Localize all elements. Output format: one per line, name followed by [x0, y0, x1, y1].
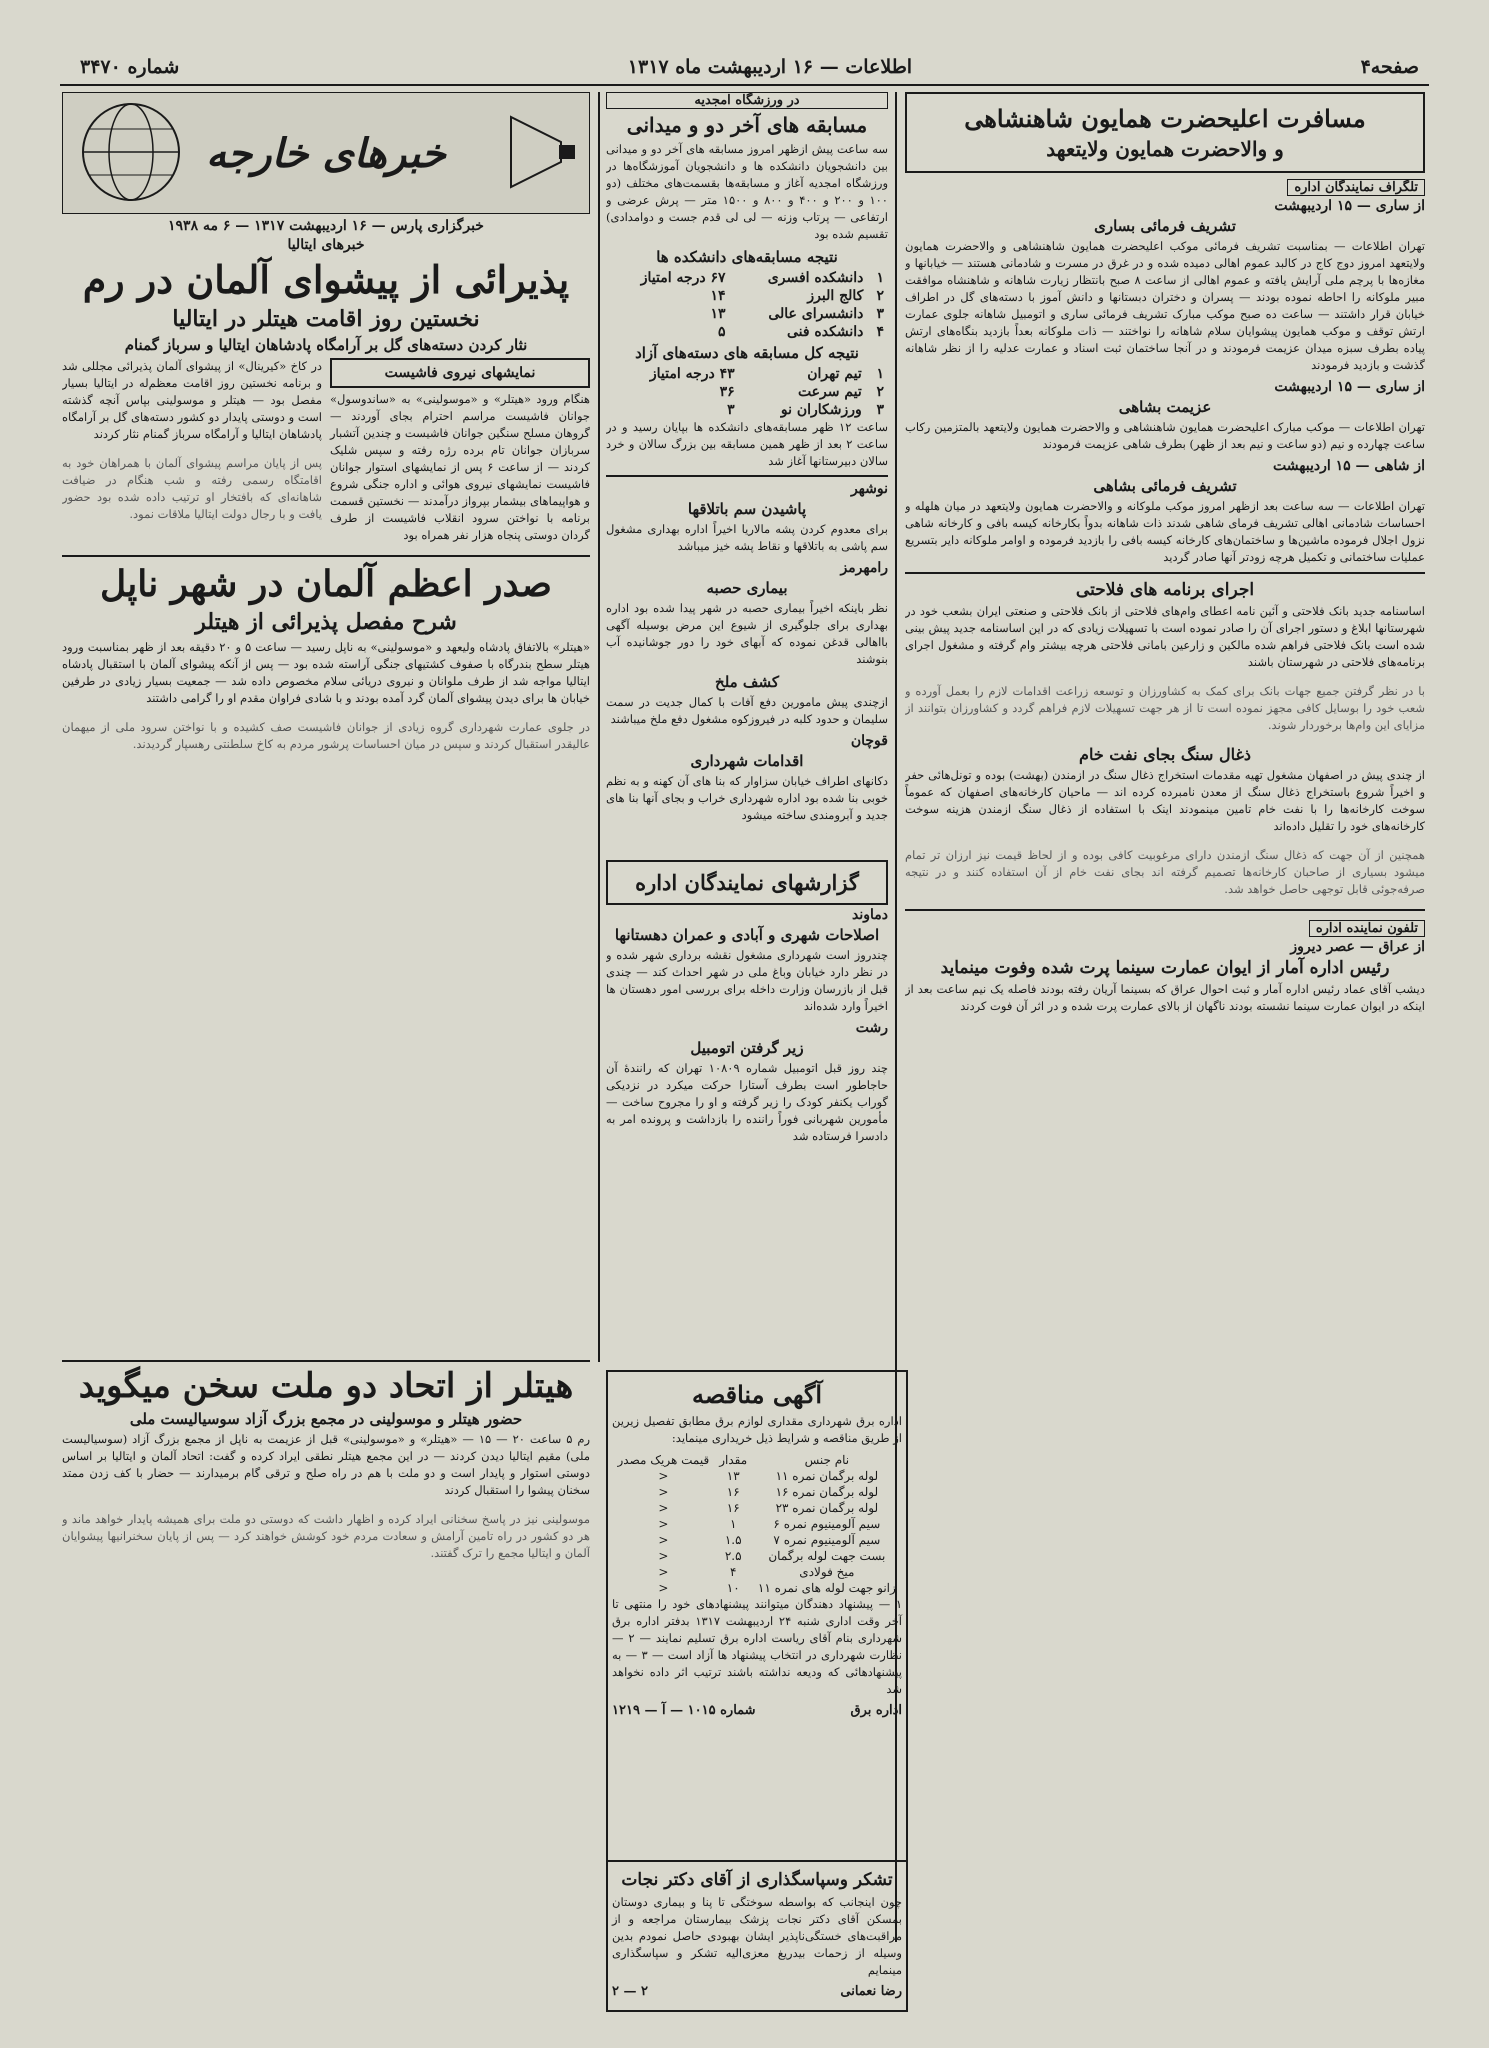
- dateline-3: از شاهی — ۱۵ اردیبهشت: [1273, 458, 1425, 474]
- dateline-2: از ساری — ۱۵ اردیبهشت: [1274, 379, 1425, 395]
- locust-body: ازچندی پیش مامورین دفع آفات با کمال جدیت در سمت سلیمان و حدود کلبه در فیروزکوه مشغول دفع ملخ میباشند: [606, 695, 888, 726]
- naples-body: «هیتلر» بالاتفاق پادشاه ولیعهد و «موسولینی» به ناپل رسید — ساعت ۵ و ۲۰ دقیقه بعد از ظهر بمناسبت ورود هیتلر سطح بندرگاه با صفوف کشتیهای جنگی آراسته شده بود — پس از آنکه پیشوای آلمان با استقبال پادشاه ایتالیا مواجه شد از طرف ملوانان و نیروی دریائی سلام مخصوص داده شد — جمعیت بسیار زیادی در طرفین خیابان ها برای دیدن پیشوای آلمان گرد آمده بودند و با شادی فراوان مقدم او را گرامی داشتند: [62, 640, 590, 705]
- section-title-1: تشریف فرمائی بساری: [1094, 217, 1236, 235]
- damavand-title: اصلاحات شهری و آبادی و عمران دهستانها: [614, 926, 880, 944]
- tender-col-qty: مقدار: [719, 1453, 748, 1467]
- phone-label: تلفون نماینده اداره: [1309, 920, 1425, 937]
- tender-name: لوله برگمان نمره ۱۱: [775, 1469, 879, 1483]
- tender-terms: ۱ — پیشنهاد دهندگان میتوانند پیشنهادهای خود را منتهی تا آخر وقت اداری شنبه ۲۴ اردیبهشت ۱۳۱۷ بدفتر اداره برق شهرداری بنام آقای ریاست اداره برق تسلیم نمایند — ۲ — نظارت شهرداری در انتخاب پیشنهاد ها آزاد است — ۳ — به پیشنهادهائی که ودیعه نداشته باشند ترتیب اثر داده نخواهد شد: [612, 1597, 902, 1696]
- royal-travel-box: [905, 92, 1425, 173]
- tender-price: <: [658, 1565, 669, 1579]
- sports-tag: در ورزشگاه امجدیه: [606, 92, 888, 109]
- section-title-3: تشریف فرمائی بشاهی: [1093, 477, 1237, 495]
- telegram-label: تلگراف نمایندگان اداره: [1287, 179, 1425, 196]
- date-line: اطلاعات — ۱۶ اردیبهشت ماه ۱۳۱۷: [627, 56, 913, 78]
- article-body-6: دیشب آقای عماد رئیس اداره آمار و ثبت احوال عراق که بسینما آریان رفته بودند فاصله یک نیم ساعت بعد از اینکه در ایوان عمارت سینما نشسته بودند ناگهان از بالای عمارت پرت شده و در اثر آن فوت کردند: [905, 982, 1425, 1013]
- naples-subhead: شرح مفصل پذیرائی از هیتلر: [195, 609, 457, 635]
- tender-qty: ۱۳: [726, 1469, 740, 1483]
- tender-row: [612, 1548, 902, 1564]
- foreign-news-banner: [62, 92, 590, 214]
- tender-ad: [606, 1370, 908, 1862]
- tender-qty: ۱: [729, 1517, 737, 1531]
- tender-name: زانو جهت لوله های نمره ۱۱: [757, 1581, 896, 1595]
- tender-name: لوله برگمان نمره ۱۶: [775, 1485, 879, 1499]
- ramhormoz-tag: رامهرمز: [840, 560, 888, 576]
- fascist-box-title: نمایشهای نیروی فاشیست: [384, 365, 536, 381]
- result-rank: ۳: [876, 306, 884, 322]
- tender-price: <: [658, 1533, 669, 1547]
- quchan-title: اقدامات شهرداری: [690, 752, 804, 770]
- naples-headline: صدر اعظم آلمان در شهر ناپل: [100, 563, 552, 605]
- ramhormoz-body: نظر باینکه اخیراً بیماری حصبه در شهر پیدا شده بود اداره بهداری برای جلوگیری از شیوع این مرض بوسیله آگهی بااهالی قدغن نموده که آبهای خود را دور جوشانیده آب بنوشند: [606, 601, 888, 666]
- tender-name: بست جهت لوله برگمان: [768, 1549, 886, 1563]
- italy-tag: خبرهای ایتالیا: [287, 237, 365, 253]
- section-title-5: ذغال سنگ بجای نفت خام: [1079, 745, 1251, 764]
- tender-row: [612, 1468, 902, 1484]
- nowshahr-title: پاشیدن سم باتلاقها: [687, 500, 807, 518]
- divider-left: [598, 92, 600, 1362]
- tender-qty: ۱۶: [726, 1485, 740, 1499]
- italy-body-1: هنگام ورود «هیتلر» و «موسولینی» به «ساندوسول» جوانان فاشیست مراسم احترام بجای آوردند — گروهان مسلح سنگین جوانان فاشیست و چندین آتشبار سربازان جوانان تام برده رژه رفته و سپس شلیک کردند — از ساعت ۶ پس از نمایشهای استوار جوانان فاشیست نمایشهای نیروی هوائی و اداره جنگی شروع و هواپیماهای بیشمار بپرواز درآمدند — نخستین قسمت برنامه با نواختن سرود انقلاب فاشیست از طرف گردان دوستی پنجاه هزار نفر همراه بود: [330, 392, 590, 542]
- results-1-table: [606, 269, 888, 341]
- result-row: [606, 401, 888, 419]
- article-body-2: تهران اطلاعات — موکب مبارک اعلیحضرت همایون شاهنشاهی و والاحضرت همایون ولایتعهد بالمتزمین رکاب ساعت چهارده و نیم (دو ساعت و نیم بعد از ظهر) بطرف شاهی عزیمت فرمودند: [905, 420, 1425, 451]
- result-row: [606, 383, 888, 401]
- royal-headline-1: مسافرت اعلیحضرت همایون شاهنشاهی: [964, 104, 1366, 133]
- speech-article: هیتلر از اتحاد دو ملت سخن میگوید حضور هیتلر و موسولینی در مجمع بزرگ آزاد سوسیالیست ملی رم ۵ ساعت ۲۰ — ۱۵ — «هیتلر» و «موسولینی» قبل از عزیمت به ناپل از مجمع بزرگ آزاد (سوسیالیست ملی) مقیم ایتالیا دیدن کردند — در این مجمع هیتلر نطقی ایراد کرده و گفت: اتحاد آلمان و ایتالیا بر اساس دوستی استوار و پایدار است و دو ملت با هم در راه صلح و ترقی گام برمیدارند — حضار با کف زدن ممتد سخنان پیشوا را استقبال کردند موسولینی نیز در پاسخ سخنانی ایراد کرده و اظهار داشت که دوستی دو ملت برای همیشه پایدار خواهد ماند و هر دو کشور در راه تامین آرامش و سعادت مردم خود کوشش خواهند کرد — پس از پایان سخنرانیها پیشوایان آلمان و ایتالیا مجمع را ترک گفتند.: [62, 1360, 590, 2000]
- tender-name: لوله برگمان نمره ۲۳: [775, 1501, 879, 1515]
- result-row: [606, 269, 888, 287]
- tender-price: <: [658, 1549, 669, 1563]
- tender-qty: ۱۰: [726, 1581, 740, 1595]
- tender-col-price: قیمت هریک مصدر: [617, 1453, 710, 1467]
- thanks-body: چون اینجانب که بواسطه سوختگی تا پنا و بیماری دوستان بمسکن آقای دکتر نجات پزشک بیمارستان مراجعه و از مراقبت‌های خستگی‌ناپذیر ایشان بهبودی حاصل نمودم بدین وسیله از زحمات بیدریغ معزی‌الیه تشکر و سپاسگذاری مینمایم: [612, 1895, 902, 1977]
- quchan-body: دکانهای اطراف خیابان سزاوار که بنا های آن کهنه و به نظم خوبی بنا شده بود اداره شهرداری خراب و بجای آنها بنا های جدید و آبرومندی ساخته میشود: [606, 774, 888, 822]
- tender-price: <: [658, 1517, 669, 1531]
- result-row: [606, 323, 888, 341]
- result-row: [606, 365, 888, 383]
- result-name: دانشکده افسری: [767, 270, 864, 286]
- tender-qty: ۱۶: [726, 1501, 740, 1515]
- reports-headline: گزارشهای نمایندگان اداره: [635, 870, 859, 895]
- page-label: صفحه۴: [1360, 56, 1419, 78]
- speech-body: رم ۵ ساعت ۲۰ — ۱۵ — «هیتلر» و «موسولینی» قبل از عزیمت به ناپل از مجمع بزرگ آزاد (سوسیالیست ملی) مقیم ایتالیا دیدن کردند — در این مجمع هیتلر نطقی ایراد کرده و گفت: اتحاد آلمان و ایتالیا بر اساس دوستی استوار و پایدار است و دو ملت با هم در راه صلح و ترقی گام برمیدارند — حضار با کف زدن ممتد سخنان پیشوا را استقبال کردند: [62, 1432, 590, 1497]
- section-title-4: اجرای برنامه های فلاحتی: [1075, 580, 1255, 600]
- rasht-title: زیر گرفتن اتومبیل: [690, 1039, 804, 1057]
- dateline-1: از ساری — ۱۵ اردیبهشت: [1274, 198, 1425, 214]
- article-body-4: اساسنامه جدید بانک فلاحتی و آئین نامه اعطای وام‌های فلاحتی از بانک فلاحتی و صنعتی ایران بشعب خود در شهرستانها ابلاغ و دستور اجرای آن را صادر نموده است با تسهیلات زیادی که در این اساسنامه جدید پیش بینی شده است بانک فلاحتی فراهم شده مالکین و زارعین بامانی فلاحتی هرچه بیشتر وام گرفته و مشغول اجرای برنامه‌های فلاحتی در شهرستان باشند: [905, 604, 1425, 669]
- left-column: خبرهای خارجه خبرگزاری پارس — ۱۶ اردیبهشت ۱۳۱۷ — ۶ مه ۱۹۳۸ خبرهای ایتالیا پذیرائی از پیشوای آلمان در رم نخستین روز اقامت هیتلر در ایتالیا نثار کردن دسته‌های گل بر آرامگاه پادشاهان ایتالیا و سرباز گمنام نمایشهای نیروی فاشیست هنگام ورود «هیتلر» و «موسولینی» به «ساندوسول» جوانان فاشیست مراسم احترام بجای آوردند — گروهان مسلح سنگین جوانان فاشیست و چندین آتشبار سربازان جوانان تام برده رژه رفته و سپس شلیک کردند — از ساعت ۶ پس از نمایشهای استوار جوانان فاشیست نمایشهای نیروی هوائی و اداره جنگی شروع و هواپیماهای بیشمار بپرواز درآمدند — نخستین قسمت برنامه با نواختن سرود انقلاب فاشیست از طرف گردان دوستی پنجاه هزار نفر همراه بود در کاخ «کیرینال» از پیشوای آلمان پذیرائی مجللی شد و برنامه نخستین روز اقامت معظم‌له در ایتالیا بسیار مفصل بود — هیتلر و موسولینی بپاس آنچه گذشته است و دوستی پایدار دو کشور دسته‌های گل بر آرامگاه پادشاهان ایتالیا و آرامگاه سرباز گمنام نثار کردند پس از پایان مراسم پیشوای آلمان با همراهان خود به اقامتگاه رسمی رفته و شب هنگام در ضیافت شاهانه‌ای که بافتخار او ترتیب داده شده بود حضور یافت و با رجال دولت ایتالیا ملاقات نمود. صدر اعظم آلمان در شهر ناپل شرح مفصل پذیرائی از هیتلر «هیتلر» بالاتفاق پادشاه ولیعهد و «موسولینی» به ناپل رسید — ساعت ۵ و ۲۰ دقیقه بعد از ظهر بمناسبت ورود هیتلر سطح بندرگاه با صفوف کشتیهای جنگی آراسته شده بود — پس از آنکه پیشوای آلمان با استقبال پادشاه ایتالیا مواجه شد از طرف ملوانان و نیروی دریائی سلام مخصوص داده شد — جمعیت بسیار زیادی در طرفین خیابان ها برای دیدن پیشوای آلمان گرد آمده بودند و با شادی فراوان مقدم او را گرامی داشتند در جلوی عمارت شهرداری گروه زیادی از جوانان فاشیست صف کشیده و با نواختن سرود ملی از میهمان عالیقدر استقبال کردند و سپس در میان احساسات پرشور مردم به کاخ سلطنتی رهسپار گردیدند.: [62, 92, 590, 1362]
- italy-headline-3: نثار کردن دسته‌های گل بر آرامگاه پادشاهان ایتالیا و سرباز گمنام: [124, 336, 528, 354]
- italy-body-2: در کاخ «کیرینال» از پیشوای آلمان پذیرائی مجللی شد و برنامه نخستین روز اقامت معظم‌له در ایتالیا بسیار مفصل بود — هیتلر و موسولینی بپاس آنچه گذشته است و دوستی پایدار دو کشور دسته‌های گل بر آرامگاه پادشاهان ایتالیا و آرامگاه سرباز گمنام نثار کردند: [62, 359, 322, 441]
- masthead: [80, 54, 1419, 80]
- section-title-6: رئیس اداره آمار از ایوان عمارت سینما پرت شده وفوت مینماید: [940, 958, 1390, 978]
- result-rank: ۱: [876, 270, 884, 286]
- tender-qty: ۴: [729, 1565, 737, 1579]
- tender-name: سیم آلومینیوم نمره ۷: [773, 1533, 881, 1547]
- tender-name: میخ فولادی: [799, 1565, 855, 1579]
- result-rank: ۲: [876, 384, 884, 400]
- masthead-rule: [60, 84, 1429, 86]
- tender-signoff: اداره برق: [850, 1703, 902, 1718]
- nowshahr-body: برای معدوم کردن پشه مالاریا اخیراً اداره بهداری مشغول سم پاشی به باتلاقها و نقاط پشه خیز میباشد: [606, 522, 888, 553]
- result-score: ۱۳: [710, 306, 726, 322]
- speech-headline: هیتلر از اتحاد دو ملت سخن میگوید: [78, 1366, 574, 1406]
- issue-number: شماره ۳۴۷۰: [80, 56, 180, 78]
- thanks-code: ۲ — ۲: [612, 1984, 649, 1999]
- tender-row: [612, 1500, 902, 1516]
- sports-body: سه ساعت پیش ازظهر امروز مسابقه های آخر دو و میدانی بین دانشجویان دانشکده ها و دانشجویان آموزشگاه‌ها در ورزشگاه امجدیه آغاز و مسابقه‌ها بقسمت‌های مختلف (دو ۱۰۰ و ۲۰۰ و ۴۰۰ و ۸۰۰ و ۱۵۰۰ متر — پرش عرضی و ارتفاعی — پرتاب وزنه — لی لی قدم جست و دوامدادی) تقسیم شده بود: [606, 142, 888, 241]
- tender-price: <: [658, 1501, 669, 1515]
- gramophone-icon: [501, 97, 581, 207]
- speech-subhead: حضور هیتلر و موسولینی در مجمع بزرگ آزاد سوسیالیست ملی: [129, 1410, 523, 1428]
- article-body-5: از چندی پیش در اصفهان مشغول تهیه مقدمات استخراج ذغال سنگ در ازمندن (بهشت) بوده و تونل‌هائی حفر و اخیراً شروع باستخراج ذغال سنگ از معدن نامبرده کرده اند — ماحیان کارخانه‌های اصفهان که عموماً سوخت کارخانه‌ها را با نفت خام تامین مینمودند اینک با استفاده از ذغال سنگ ازمندن هزینه سوخت کارخانه‌های خود را تقلیل داده‌اند: [905, 768, 1425, 833]
- result-rank: ۴: [876, 324, 884, 340]
- tender-price: <: [658, 1485, 669, 1499]
- tender-table: [612, 1452, 902, 1596]
- tender-row: [612, 1580, 902, 1596]
- result-rank: ۳: [876, 402, 884, 418]
- thanks-headline: تشکر وسپاسگذاری از آقای دکتر نجات: [621, 1870, 893, 1890]
- article-body-1: تهران اطلاعات — بمناسبت تشریف فرمائی موکب اعلیحضرت همایون شاهنشاهی و والاحضرت همایون ولایتعهد امروز دوج کاج در کالبد عموم اهالی دمیده شده و در غرق در مسرت و شادمانی هستند — خیابانها و مغازه‌ها با پرچم ملی آرایش یافته و عموم اهالی از ساعت ۸ صبح بانتظار زیارت شاهانه و شاهنشاه موافقت مبیر ملوکانه را احاطه نموده بودند — پسران و دختران دبستانها و دانش آموز با دسته‌های گل در اطراف خیابان قرار داشتند — ساعت ده صبح موکب مبارک تشریف فرمائی ساری و اتومبیل شاهانه جلوی عمارت ارتش توقف و موکب همایون پیشوایان سلام شاهانه را نواختند — ذات ملوکانه بعداً بازدید بنگاه‌های ارتش پیاده بطرف سبزه میدان عزیمت فرمودند و در آنجا ساختمان ثبت اسناد و عمارت عدلیه را از نظر شاهانه گذشت و بازدید فرمودند: [905, 239, 1425, 372]
- rasht-tag: رشت: [855, 1020, 888, 1036]
- tender-intro: اداره برق شهرداری مقداری لوازم برق مطابق تفصیل زیرین از طریق مناقصه و شرایط ذیل خریداری مینماید:: [612, 1414, 902, 1445]
- results-1-title: نتیجه مسابقه‌های دانشکده ها: [656, 248, 838, 266]
- result-score: ۴۳ درجه امتیاز: [649, 366, 735, 382]
- damavand-tag: دماوند: [851, 907, 888, 923]
- result-name: ورزشکاران نو: [780, 402, 862, 418]
- italy-headline-2: نخستین روز اقامت هیتلر در ایتالیا: [172, 306, 480, 332]
- tender-row: [612, 1532, 902, 1548]
- section-title-2: عزیمت بشاهی: [1118, 398, 1212, 416]
- result-score: ۱۴: [710, 288, 726, 304]
- reports-section: [606, 860, 888, 1360]
- royal-headline-2: و والاحضرت همایون ولایتعهد: [1046, 137, 1284, 161]
- result-name: تیم سرعت: [797, 384, 862, 400]
- globe-icon: [71, 97, 191, 207]
- result-name: دانشسرای عالی: [768, 306, 864, 322]
- results-body: ساعت ۱۲ ظهر مسابقه‌های دانشکده ها بپایان رسید و در ساعت ۲ بعد از ظهر همین مسابقه بین بزرگ سالان و خرد سالان دبیرستانها آغاز شد: [606, 420, 888, 468]
- tender-price: <: [658, 1581, 669, 1595]
- result-name: تیم تهران: [807, 366, 862, 382]
- tender-qty: ۲.۵: [724, 1549, 742, 1563]
- result-score: ۳: [727, 402, 735, 418]
- italy-headline-1: پذیرائی از پیشوای آلمان در رم: [82, 257, 570, 302]
- tender-headline: آگهی مناقصه: [691, 1380, 823, 1409]
- thanks-notice: [606, 1860, 908, 2012]
- dateline-6: از عراق — عصر دیروز: [1290, 939, 1425, 955]
- thanks-signer: رضا نعمانی: [840, 1984, 902, 1999]
- result-row: [606, 305, 888, 323]
- locust-title: کشف ملخ: [715, 673, 779, 691]
- tender-col-item: نام جنس: [804, 1453, 850, 1467]
- result-rank: ۲: [876, 288, 884, 304]
- results-2-table: [606, 365, 888, 419]
- result-score: ۵: [718, 324, 726, 340]
- sports-headline: مسابقه های آخر دو و میدانی: [626, 113, 868, 137]
- quchan-tag: قوچان: [850, 733, 888, 749]
- rasht-body: چند روز قبل اتومبیل شماره ۱۰۸۰۹ تهران که رانندهٔ آن حاجاطور است بطرف آستارا حرکت میکرد در نزدیکی گوراب یکنفر کودک را زیر گرفته و او را مجروح ساخت — مأمورین شهربانی فوراً راننده را بازداشت و پرونده امر به دادسرا فرستاده شد: [606, 1061, 888, 1143]
- result-rank: ۱: [876, 366, 884, 382]
- tender-name: سیم آلومینیوم نمره ۶: [773, 1517, 881, 1531]
- tender-price: <: [658, 1469, 669, 1483]
- right-column: مسافرت اعلیحضرت همایون شاهنشاهی و والاحضرت همایون ولایتعهد تلگراف نمایندگان اداره از ساری — ۱۵ اردیبهشت تشریف فرمائی بساری تهران اطلاعات — بمناسبت تشریف فرمائی موکب اعلیحضرت همایون شاهنشاهی و والاحضرت همایون ولایتعهد امروز دوج کاج در کالبد عموم اهالی دمیده شده و در غرق در مسرت و شادمانی هستند — خیابانها و مغازه‌ها با پرچم ملی آرایش یافته و عموم اهالی از ساعت ۸ صبح بانتظار زیارت شاهانه و شاهنشاه موافقت مبیر ملوکانه را احاطه نموده بودند — پسران و دختران دبستانها و دانش آموز با دسته‌های گل در اطراف خیابان قرار داشتند — ساعت ده صبح موکب مبارک تشریف فرمائی ساری و اتومبیل شاهانه جلوی عمارت ارتش توقف و موکب همایون پیشوایان سلام شاهانه را نواختند — ذات ملوکانه بعداً بازدید بنگاه‌های ارتش پیاده بطرف سبزه میدان عزیمت فرمودند و در آنجا ساختمان ثبت اسناد و عمارت عدلیه را از نظر شاهانه گذشت و بازدید فرمودند از ساری — ۱۵ اردیبهشت عزیمت بشاهی تهران اطلاعات — موکب مبارک اعلیحضرت همایون شاهنشاهی و والاحضرت همایون ولایتعهد بالمتزمین رکاب ساعت چهارده و نیم (دو ساعت و نیم بعد از ظهر) بطرف شاهی عزیمت فرمودند از شاهی — ۱۵ اردیبهشت تشریف فرمائی بشاهی تهران اطلاعات — سه ساعت بعد ازظهر امروز موکب ملوکانه و والاحضرت همایون ولایتعهد در میان هلهله و احساسات شادمانی اهالی تشریف فرمای شاهی شدند ذات شاهانه بدواً بکارخانه کیسه بافی و کارخانه شاهی نزول اجلال فرموده ماشین‌ها و ساختمان‌های کارخانه کیسه بافی را بازدید فرموده و اوامر ملوکانه دایر بتسریع عملیات ساختمانی و تکمیل هرچه زودتر آنها صادر گردید اجرای برنامه های فلاحتی اساسنامه جدید بانک فلاحتی و آئین نامه اعطای وام‌های فلاحتی از بانک فلاحتی و صنعتی ایران بشعب خود در شهرستانها ابلاغ و دستور اجرای آن را صادر نموده است با تسهیلات زیادی که در این اساسنامه جدید پیش بینی شده است بانک فلاحتی فراهم شده مالکین و زارعین بامانی فلاحتی هرچه بیشتر وام گرفته و مشغول اجرای برنامه‌های فلاحتی در شهرستان باشند با در نظر گرفتن جمیع جهات بانک برای کمک به کشاورزان و توسعه زراعت اقدامات لازم را بعمل آورده و شعب خود را بوسایل کافی مجهز نموده است تا از هر جهت تسهیلات لازم فراهم گردد و کشاورزان بتوانند از مزایای این وام‌ها برخوردار شوند. ذغال سنگ بجای نفت خام از چندی پیش در اصفهان مشغول تهیه مقدمات استخراج ذغال سنگ در ازمندن (بهشت) بوده و تونل‌هائی حفر و اخیراً شروع باستخراج ذغال سنگ از معدن نامبرده کرده اند — ماحیان کارخانه‌های اصفهان که عموماً سوخت کارخانه‌ها را با نفت خام تامین مینمودند اینک با استفاده از ذغال سنگ ازمندن هزینه سوخت کارخانه‌های خود را تقلیل داده‌اند همچنین از آن جهت که ذغال سنگ ازمندن دارای مرغوبیت کافی بوده و از لحاظ قیمت نیز ارزان تر تمام میشود بسیاری از صاحبان کارخانه‌ها تصمیم گرفته اند بجای نفت خام از آن استفاده کنند و در نتیجه صرفه‌جوئی قابل توجهی حاصل خواهد شد. تلفون نماینده اداره از عراق — عصر دیروز رئیس اداره آمار از ایوان عمارت سینما پرت شده وفوت مینماید دیشب آقای عماد رئیس اداره آمار و ثبت احوال عراق که بسینما آریان رفته بودند فاصله یک نیم ساعت بعد از اینکه در ایوان عمارت سینما نشسته بودند ناگهان از بالای عمارت پرت شده و در اثر آن فوت کردند: [905, 92, 1425, 1992]
- tender-row: [612, 1564, 902, 1580]
- ramhormoz-title: بیماری حصبه: [706, 579, 788, 597]
- nowshahr-tag: نوشهر: [850, 481, 888, 497]
- results-2-title: نتیجه کل مسابقه های دسته‌های آزاد: [635, 344, 859, 362]
- tender-qty: ۱.۵: [724, 1533, 742, 1547]
- banner-title: خبرهای خارجه: [206, 129, 446, 177]
- tender-code: شماره ۱۰۱۵ — آ — ۱۲۱۹: [612, 1703, 756, 1718]
- result-name: دانشکده فنی: [786, 324, 864, 340]
- tender-row: [612, 1516, 902, 1532]
- article-body-3: تهران اطلاعات — سه ساعت بعد ازظهر امروز موکب ملوکانه و والاحضرت همایون ولایتعهد در میان هلهله و احساسات شادمانی اهالی تشریف فرمای شاهی شدند ذات شاهانه بدواً بکارخانه کیسه بافی و کارخانه شاهی نزول اجلال فرموده ماشین‌ها و ساختمان‌های کارخانه کیسه بافی را بازدید فرموده و اوامر ملوکانه دایر بتسریع عملیات ساختمانی و تکمیل هرچه زودتر آنها صادر گردید: [905, 499, 1425, 564]
- result-name: کالج البرز: [807, 288, 864, 304]
- result-row: [606, 287, 888, 305]
- result-score: ۶۷ درجه امتیاز: [640, 270, 726, 286]
- agency-line: خبرگزاری پارس — ۱۶ اردیبهشت ۱۳۱۷ — ۶ مه ۱۹۳۸: [168, 218, 484, 234]
- damavand-body: چندروز است شهرداری مشغول نقشه برداری شهر شده و در نظر دارد خیابان وباغ ملی در شهر احداث کند — چندی قبل از بازرسان وزارت داخله برای بررسی امور دهستان ها اخیراً وارد شده‌اند: [606, 948, 888, 1013]
- tender-row: [612, 1484, 902, 1500]
- result-score: ۳۶: [719, 384, 735, 400]
